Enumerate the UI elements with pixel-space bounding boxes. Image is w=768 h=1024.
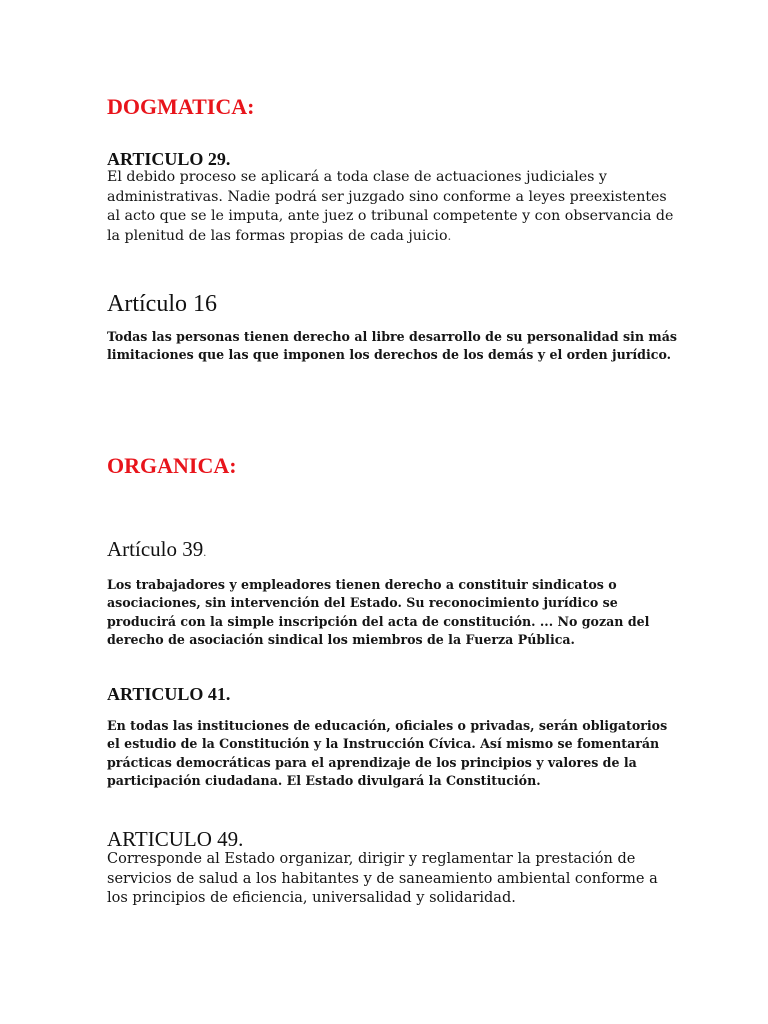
- article-29: [107, 149, 677, 246]
- article-16-body: Todas las personas tienen derecho al libre desarrollo de su personalidad sin más limitaciones que las que imponen los derechos de los demás y el orden jurídico.: [107, 329, 677, 363]
- article-49: [107, 827, 677, 909]
- section-organica: [107, 453, 677, 479]
- article-16: [107, 290, 677, 365]
- article-16-title: Artículo 16: [107, 291, 217, 317]
- article-39: [107, 537, 677, 649]
- article-29-body-suffix: .: [447, 228, 452, 243]
- article-39-title-suffix: .: [203, 545, 207, 559]
- article-49-body: Corresponde al Estado organizar, dirigir y reglamentar la prestación de servicios de salud a los habitantes y de saneamiento ambiental conforme a los principios de eficiencia, universalidad y solidaridad.: [107, 851, 658, 906]
- section-heading-dogmatica: DOGMATICA:: [107, 94, 255, 119]
- article-41-title: ARTICULO 41.: [107, 684, 231, 704]
- section-dogmatica: [107, 94, 677, 120]
- article-41-body: En todas las instituciones de educación, oficiales o privadas, serán obligatorios el estudio de la Constitución y la Instrucción Cívica. Así mismo se fomentarán prácticas democráticas para el aprendizaje de los principios y valores de la participación ciudadana. El Estado divulgará la Constitución.: [107, 718, 668, 788]
- article-39-title: Artículo 39: [107, 537, 204, 561]
- article-29-body: El debido proceso se aplicará a toda clase de actuaciones judiciales y administrativas. Nadie podrá ser juzgado sino conforme a leyes preexistentes al acto que se le imputa, ante juez o tribunal competente y con observancia de la plenitud de las formas propias de cada juicio: [107, 169, 674, 244]
- section-heading-organica: ORGANICA:: [107, 453, 237, 478]
- article-39-title-wrap: [107, 537, 677, 564]
- article-29-body-wrap: [107, 168, 677, 246]
- article-41: [107, 684, 677, 790]
- article-29-title: ARTICULO 29.: [107, 149, 231, 169]
- article-39-body: Los trabajadores y empleadores tienen derecho a constituir sindicatos o asociaciones, sin intervención del Estado. Su reconocimiento jurídico se producirá con la simple inscripción del acta de constitución. ... No gozan del derecho de asociación sindical los miembros de la Fuerza Pública.: [107, 577, 650, 647]
- article-49-title: ARTICULO 49.: [107, 827, 244, 851]
